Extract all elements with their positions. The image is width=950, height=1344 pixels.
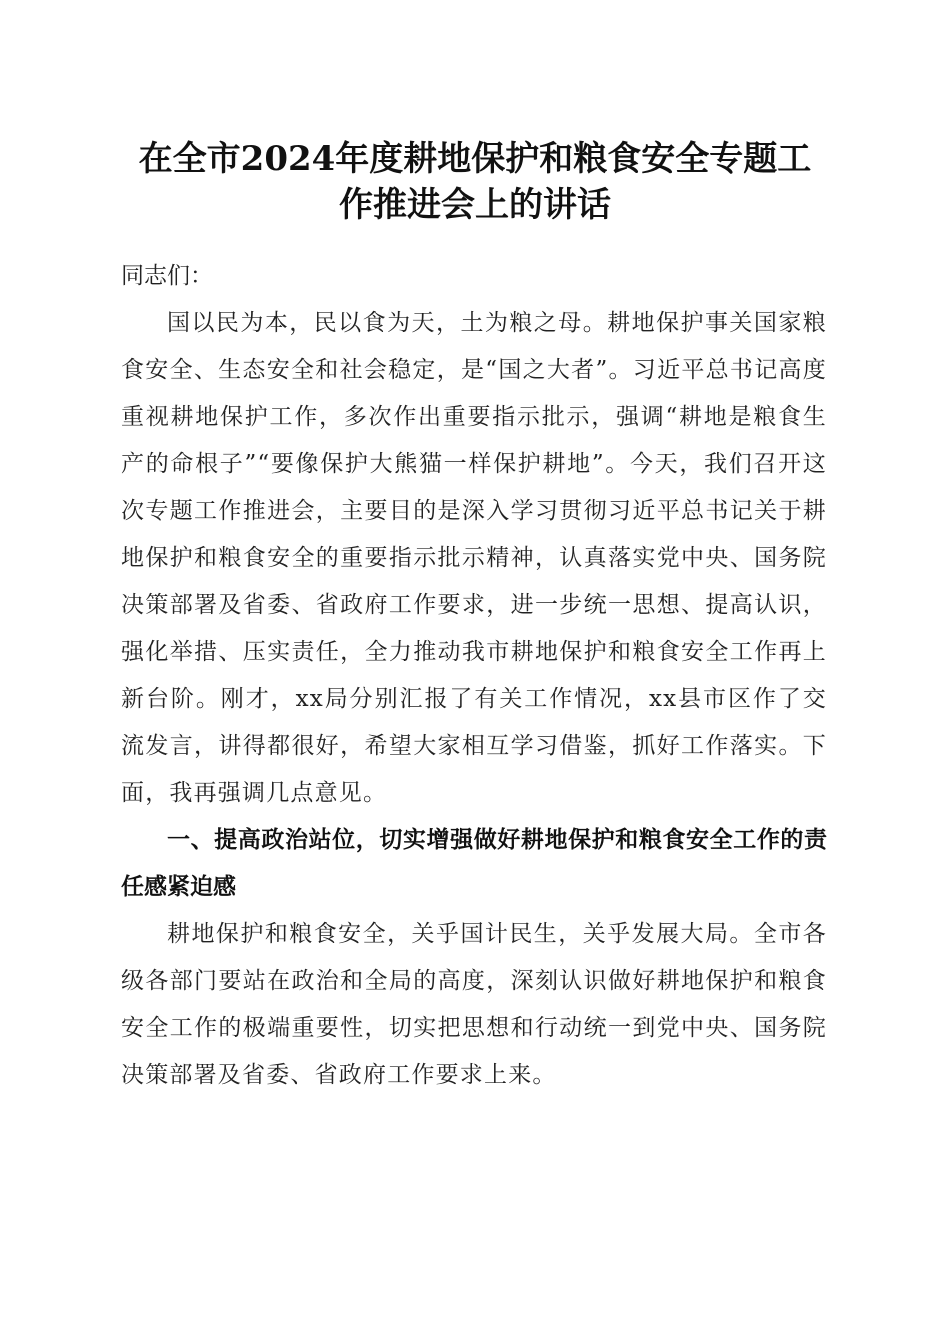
- document-title-line-2: 作推进会上的讲话: [339, 185, 611, 225]
- salutation: 同志们：: [121, 263, 213, 289]
- section-1-heading: 一、提高政治站位，切实增强做好耕地保护和粮食安全工作的责任感紧迫感: [121, 827, 827, 900]
- document-title: [110, 136, 840, 228]
- section-1-paragraph: 耕地保护和粮食安全，关乎国计民生，关乎发展大局。全市各级各部门要站在政治和全局的高度，深刻认识做好耕地保护和粮食安全工作的极端重要性，切实把思想和行动统一到党中央、国务院决策部署及省委、省政府工作要求上来。: [121, 921, 827, 1088]
- document-body: [121, 253, 827, 1099]
- intro-paragraph: 国以民为本，民以食为天，土为粮之母。耕地保护事关国家粮食安全、生态安全和社会稳定，是“国之大者”。习近平总书记高度重视耕地保护工作，多次作出重要指示批示，强调“耕地是粮食生产的命根子”“要像保护大熊猫一样保护耕地”。今天，我们召开这次专题工作推进会，主要目的是深入学习贯彻习近平总书记关于耕地保护和粮食安全的重要指示批示精神，认真落实党中央、国务院决策部署及省委、省政府工作要求，进一步统一思想、提高认识，强化举措、压实责任，全力推动我市耕地保护和粮食安全工作再上新台阶。刚才，xx局分别汇报了有关工作情况，xx县市区作了交流发言，讲得都很好，希望大家相互学习借鉴，抓好工作落实。下面，我再强调几点意见。: [121, 310, 827, 806]
- document-title-line-1: 在全市2024年度耕地保护和粮食安全专题工: [138, 139, 812, 179]
